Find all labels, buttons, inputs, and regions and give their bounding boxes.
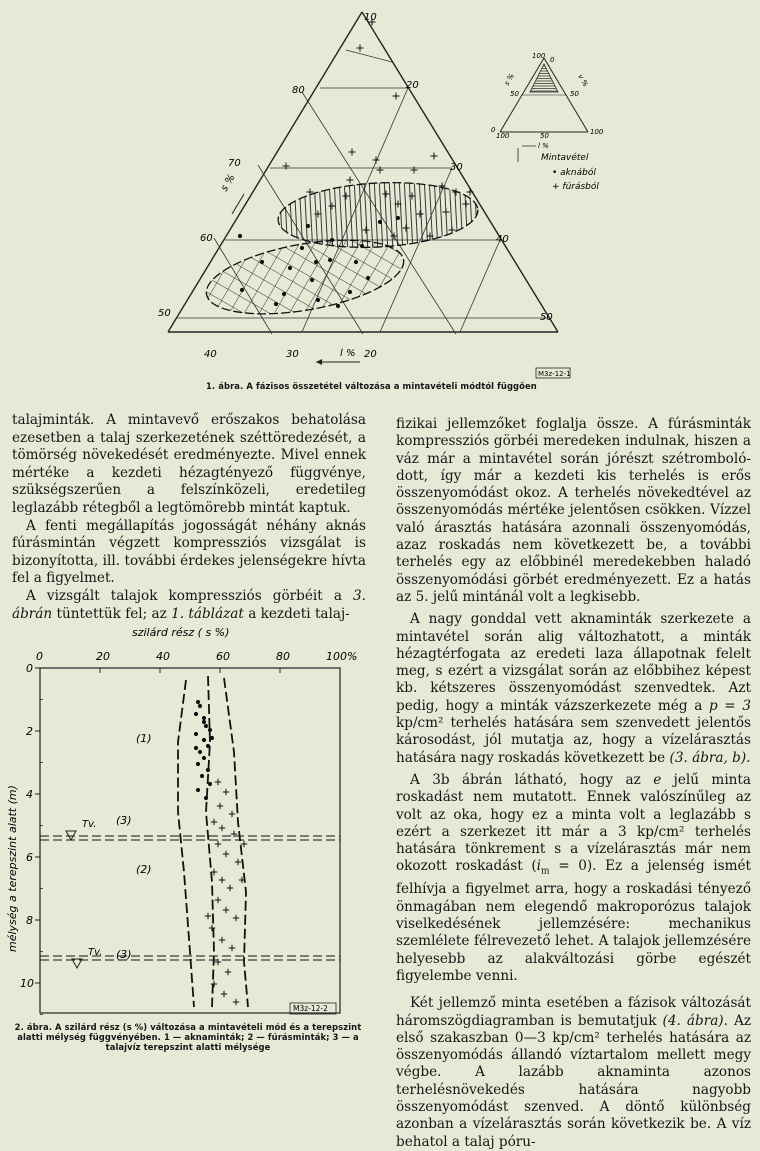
figure-2-caption-line-2: alatti mélység függvényében. 1 — aknaminták; 2 — fúrásminták; 3 — a — [17, 1032, 359, 1042]
svg-text:50: 50 — [540, 132, 549, 140]
x-tick-label: 60 — [216, 650, 230, 663]
groundwater-lines — [40, 836, 340, 960]
pit-marker — [378, 220, 382, 224]
borehole-marker — [221, 991, 227, 997]
curve-label-2: (2) — [136, 863, 152, 876]
figure-2-caption-line-3: talajvíz terepszint alatti mélysége — [105, 1042, 271, 1052]
y-tick-label: 4 — [26, 788, 33, 801]
svg-text:l %: l % — [538, 142, 549, 150]
tick-left-2: 70 — [228, 158, 241, 169]
x-tick-label: 40 — [156, 650, 170, 663]
figure-1-tag: M3z-12-1 — [538, 370, 571, 378]
borehole-marker — [219, 877, 225, 883]
svg-text:s %: s % — [502, 72, 516, 87]
borehole-marker — [411, 167, 418, 174]
pit-marker — [354, 260, 358, 264]
pit-marker — [396, 216, 400, 220]
tick-left-4: 50 — [158, 308, 171, 319]
figure-2-caption — [8, 1022, 368, 1052]
pit-marker — [198, 750, 202, 754]
left-column — [12, 412, 366, 623]
pit-marker — [208, 782, 212, 786]
tick-left-3: 60 — [200, 233, 213, 244]
borehole-marker — [347, 177, 354, 184]
side-arrow-s — [232, 194, 244, 214]
borehole-marker — [227, 885, 233, 891]
pit-marker — [210, 736, 214, 740]
legend-borehole: + fúrásból — [552, 182, 599, 192]
pit-marker — [202, 756, 206, 760]
curve-label-1: (1) — [136, 732, 152, 745]
borehole-marker — [229, 945, 235, 951]
pit-marker — [282, 292, 286, 296]
borehole-marker — [217, 803, 223, 809]
figure-2-caption-line-1: 2. ábra. A szilárd rész (s %) változása a mintavételi mód és a terepszint — [14, 1022, 362, 1032]
x-tick-label: 20 — [96, 650, 110, 663]
borehole-marker — [215, 779, 221, 785]
y-tick-label: 8 — [26, 914, 33, 927]
pit-marker — [202, 720, 206, 724]
left-para-3: A vizsgált talajok kompressziós görbéit a 3. ábrán tüntettük fel; az 1. táblázat a kezdeti talaj- — [12, 587, 366, 622]
figure-2-tag: M3z-12-2 — [293, 1004, 328, 1013]
right-para-4: Két jellemző minta esetében a fázisok változását háromszögdiagramban is bemutatjuk (4. ábra). Az első szakaszban 0—3 kp/cm² terhelés hatására az összenyomódás állandó víztartalom mellett megy végbe. A lazább aknaminta azonos terhelésnövekedés hatására nagyobb összenyomódást szenved. A döntő különbség azonban a vízelárasztás során következik be. A víz behatol a talaj póru- — [396, 995, 751, 1150]
borehole-marker — [233, 915, 239, 921]
borehole-marker — [229, 811, 235, 817]
borehole-marker — [211, 819, 217, 825]
pit-marker — [330, 238, 334, 242]
pit-marker — [194, 712, 198, 716]
pit-marker — [238, 234, 242, 238]
borehole-marker — [235, 859, 241, 865]
left-para-1: talajminták. A mintavevő erőszakos behatolása ezesetben a talaj szerkezetének széttöredezését, a tömörség növekedését eredményezte. Mivel ennek mértéke a kezdeti hézagtényező függvénye, szükségszerűen a felszínközeli, eredetileg leglazább rétegből a legtömörebb mintát kaptuk. — [12, 412, 366, 516]
borehole-marker — [215, 841, 221, 847]
borehole-marker — [225, 969, 231, 975]
right-column — [396, 416, 751, 1151]
pit-marker — [300, 246, 304, 250]
pit-marker — [240, 288, 244, 292]
pit-marker — [316, 298, 320, 302]
pit-marker — [328, 258, 332, 262]
svg-text:100: 100 — [496, 132, 510, 140]
x-ticks — [36, 650, 357, 673]
borehole-marker — [211, 981, 217, 987]
side-label-s: s % — [219, 172, 238, 194]
pit-marker — [288, 266, 292, 270]
pit-marker — [194, 732, 198, 736]
tick-left-1: 80 — [292, 85, 305, 96]
borehole-marker — [393, 93, 400, 100]
y-axis-label: mélység a terepszint alatt (m) — [6, 785, 19, 952]
right-para-1: fizikai jellemzőket foglalja össze. A fúrásminták kompressziós görbéi meredeken indulnak, hiszen a váz már a mintavétel során jórészt szétrombolódott, így már a kezdeti kis terhelés is erős összenyomódást okoz. A terhelés növekedtével az összenyomódás mértéke jelentősen csökken. Vízzel való árasztás hatására azonnali összenyomódás, azaz roskadás nem következett be, a további terhelés egy az előbbinél meredekebben haladó összenyomódási görbét eredményezett. Ez a hatás az 5. jelű mintánál volt a legkisebb. — [396, 416, 751, 605]
right-para-2: A nagy gonddal vett aknaminták szerkezete a mintavétel során alig változhatott, a minták hézagtérfogata az eredeti laza állapotnak felelt meg, s ezért a vizsgálat során az előbbihez képest kb. kétszeres összenyomódást szenvedtek. Azt pedig, hogy a minták vázszerkezete még a p = 3 kp/cm² terhelés hatására sem szenvedett jelentős károsodást, jól mutatja az, hogy a vízelárasztás hatására nagy roskadás következett be (3. ábra, b). — [396, 611, 751, 766]
pit-marker — [366, 276, 370, 280]
y-tick-label: 2 — [26, 725, 33, 738]
legend-title: Mintavétel — [541, 153, 589, 163]
inset-triangle — [491, 52, 604, 150]
tick-bottom-1: 40 — [204, 349, 217, 360]
pit-marker — [348, 290, 352, 294]
tick-right-3: 40 — [496, 234, 509, 245]
chart-top-title: szilárd rész ( s %) — [132, 626, 230, 639]
borehole-marker — [219, 937, 225, 943]
pit-marker — [336, 304, 340, 308]
borehole-marker — [377, 167, 384, 174]
x-tick-label: 100% — [326, 650, 358, 663]
figure-1-ternary-diagram — [0, 0, 760, 380]
water-label-a: Tv. — [82, 819, 97, 830]
borehole-marker — [357, 45, 364, 52]
pit-marker — [204, 796, 208, 800]
pit-marker — [198, 704, 202, 708]
borehole-marker — [205, 913, 211, 919]
pit-marker — [360, 244, 364, 248]
region-borehole-samples — [276, 178, 479, 252]
borehole-marker — [241, 841, 247, 847]
tick-right-4: 50 — [540, 312, 553, 323]
figure-1 — [0, 0, 760, 391]
svg-text:v %: v % — [576, 73, 590, 89]
svg-text:50: 50 — [510, 90, 519, 98]
y-tick-label: 6 — [26, 851, 33, 864]
pit-marker — [274, 302, 278, 306]
borehole-marker — [223, 907, 229, 913]
pit-marker — [196, 788, 200, 792]
x-tick-label: 0 — [36, 650, 43, 663]
right-para-3: A 3b ábrán látható, hogy az e jelű minta roskadást nem mutatott. Ennek valószínűleg az volt az oka, hogy ez a minta volt a leglazább s ezért a szerkezet itt már a 3 kp/cm² terhelés hatására tönkrement s a vízelárasztás már nem okozott roskadást $(i_m = 0)$. Ez a jelenség ismét felhívja a figyelmet arra, hogy a roskadási tényező önmagában nem elegendő makroporózus talajok viselkedésének jellemzésére: mechanikus szemlélete félrevezető lehet. A talajok jellemzésére helyesebb az alakváltozási görbe egészét figyelembe venni. — [396, 771, 751, 984]
curve-label-3b: (3) — [116, 948, 132, 961]
band-boundaries — [178, 676, 248, 1007]
pit-sample-markers — [194, 700, 214, 800]
tick-right-1: 20 — [406, 80, 419, 91]
side-label-l: l % — [340, 348, 356, 359]
figure-2-depth-chart — [0, 622, 380, 1032]
pit-marker — [206, 768, 210, 772]
y-tick-label: 10 — [20, 977, 34, 990]
svg-text:0: 0 — [550, 56, 555, 64]
borehole-marker — [223, 851, 229, 857]
pit-marker — [196, 762, 200, 766]
water-label-b: Tv. — [88, 947, 103, 958]
pit-marker — [194, 746, 198, 750]
pit-marker — [260, 260, 264, 264]
tick-right-2: 30 — [450, 162, 463, 173]
borehole-marker — [223, 789, 229, 795]
borehole-marker — [431, 153, 438, 160]
pit-marker — [200, 774, 204, 778]
borehole-marker — [215, 897, 221, 903]
figure-2 — [0, 622, 380, 1087]
borehole-marker — [373, 157, 380, 164]
tick-bottom-2: 30 — [286, 349, 299, 360]
svg-text:100: 100 — [532, 52, 546, 60]
svg-text:0: 0 — [491, 126, 496, 134]
tick-top: 10 — [364, 12, 377, 23]
pit-marker — [208, 728, 212, 732]
left-para-2: A fenti megállapítás jogosságát néhány aknás fúrásmintán végzett kompressziós vizsgálat is bizonyította, ill. további érdekes jelenségekre hívta fel a figyelmet. — [12, 517, 366, 587]
borehole-marker — [283, 163, 290, 170]
svg-text:50: 50 — [570, 90, 579, 98]
pit-marker — [314, 260, 318, 264]
borehole-marker — [349, 149, 356, 156]
pit-marker — [204, 724, 208, 728]
side-arrow-l-head — [316, 359, 322, 365]
figure-1-caption: 1. ábra. A fázisos összetétel változása a mintavételi módtól függően — [206, 381, 537, 391]
pit-marker — [202, 716, 206, 720]
pit-marker — [196, 700, 200, 704]
legend-pit: • aknából — [552, 168, 596, 178]
borehole-marker — [219, 825, 225, 831]
curve-label-3a: (3) — [116, 814, 132, 827]
pit-marker — [310, 278, 314, 282]
x-tick-label: 80 — [276, 650, 290, 663]
pit-marker — [306, 224, 310, 228]
borehole-marker — [233, 999, 239, 1005]
borehole-sample-markers — [205, 779, 247, 1005]
svg-text:100: 100 — [590, 128, 604, 136]
y-tick-label: 0 — [26, 662, 33, 675]
tick-bottom-3: 20 — [364, 349, 377, 360]
pit-marker — [202, 738, 206, 742]
pit-marker — [206, 744, 210, 748]
borehole-marker — [467, 189, 474, 196]
